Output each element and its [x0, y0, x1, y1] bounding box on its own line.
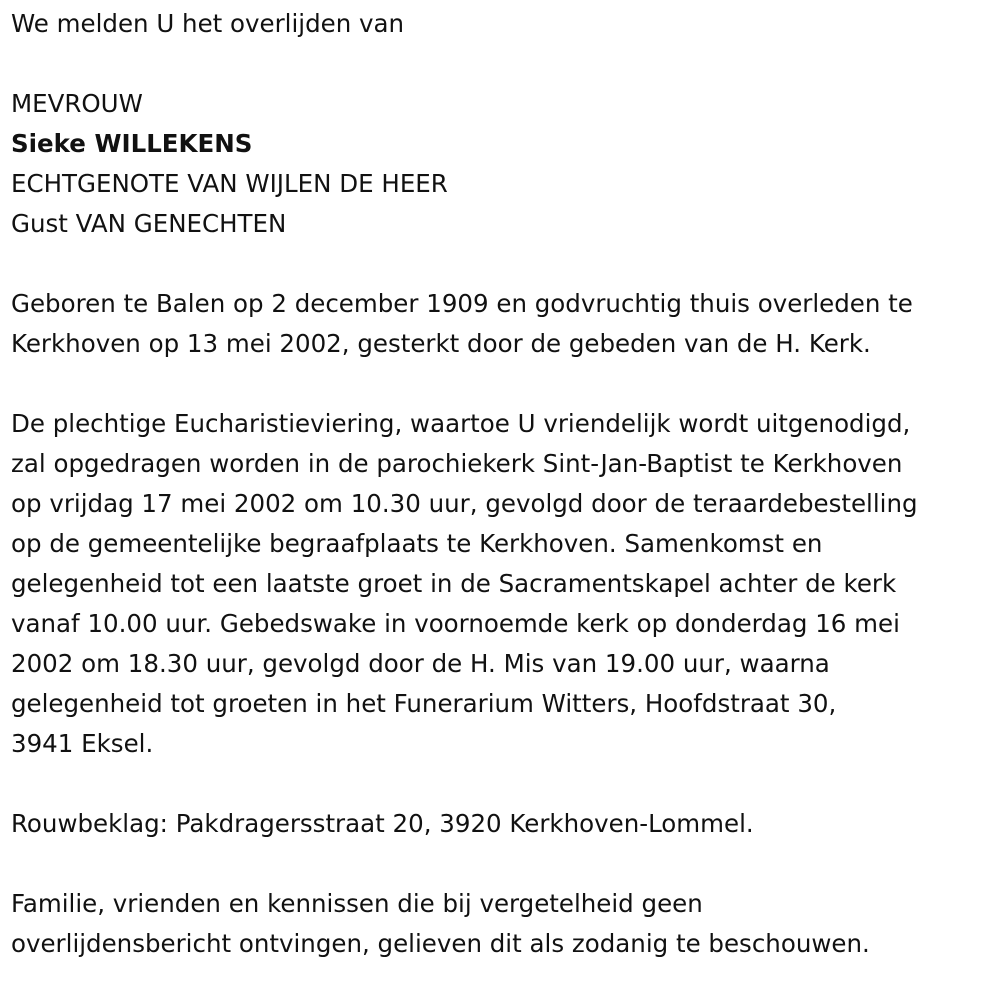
honorific: MEVROUW — [11, 89, 143, 118]
paragraph-line: op vrijdag 17 mei 2002 om 10.30 uur, gevolgd door de teraardebestelling — [11, 489, 918, 518]
paragraph-line: op de gemeentelijke begraafplaats te Kerkhoven. Samenkomst en — [11, 529, 823, 558]
death-notice — [11, 4, 996, 964]
paragraph-line: 3941 Eksel. — [11, 729, 154, 758]
paragraph-line: gelegenheid tot groeten in het Funerarium Witters, Hoofdstraat 30, — [11, 689, 837, 718]
relation-text: ECHTGENOTE VAN WIJLEN DE HEER — [11, 169, 448, 198]
spacer — [11, 364, 996, 404]
paragraph-line: Geboren te Balen op 2 december 1909 en godvruchtig thuis overleden te — [11, 289, 913, 318]
paragraph-line: De plechtige Eucharistieviering, waartoe U vriendelijk wordt uitgenodigd, — [11, 409, 911, 438]
condolence-address: Rouwbeklag: Pakdragersstraat 20, 3920 Kerkhoven-Lommel. — [11, 809, 754, 838]
paragraph-line: vanaf 10.00 uur. Gebedswake in voornoemde kerk op donderdag 16 mei — [11, 609, 900, 638]
paragraph-line: 2002 om 18.30 uur, gevolgd door de H. Mis van 19.00 uur, waarna — [11, 649, 830, 678]
spacer — [11, 44, 996, 84]
closing-paragraph — [11, 884, 996, 964]
spouse-name: Gust VAN GENECHTEN — [11, 209, 287, 238]
service-paragraph — [11, 404, 996, 764]
paragraph-line: Kerkhoven op 13 mei 2002, gesterkt door de gebeden van de H. Kerk. — [11, 329, 871, 358]
spacer — [11, 844, 996, 884]
intro-text: We melden U het overlijden van — [11, 9, 405, 38]
paragraph-line: overlijdensbericht ontvingen, gelieven dit als zodanig te beschouwen. — [11, 929, 870, 958]
deceased-name: Sieke WILLEKENS — [11, 129, 253, 158]
paragraph-line: zal opgedragen worden in de parochiekerk Sint-Jan-Baptist te Kerkhoven — [11, 449, 903, 478]
paragraph-line: Familie, vrienden en kennissen die bij vergetelheid geen — [11, 889, 703, 918]
spacer — [11, 244, 996, 284]
paragraph-line: gelegenheid tot een laatste groet in de Sacramentskapel achter de kerk — [11, 569, 897, 598]
birth-death-paragraph — [11, 284, 996, 364]
spacer — [11, 764, 996, 804]
